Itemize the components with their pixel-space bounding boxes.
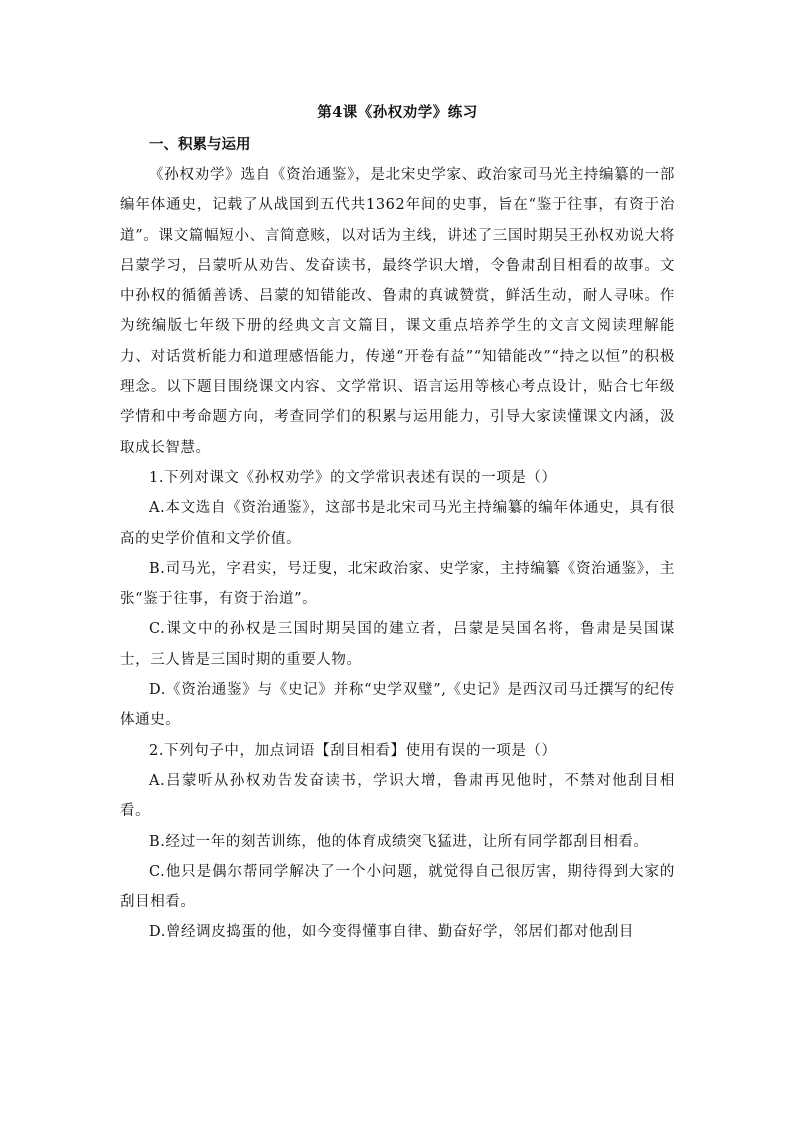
intro-paragraph: 《孙权劝学》选自《资治通鉴》，是北宋史学家、政治家司马光主持编纂的一部编年体通史，记载了从战国到五代共1362年间的史事，旨在“鉴于往事，有资于治道”。课文篇幅短小、言简意赅，以对话为主线，讲述了三国时期吴王孙权劝说大将吕蒙学习，吕蒙听从劝告、发奋读书，最终学识大增，令鲁肃刮目相看的故事。文中孙权的循循善诱、吕蒙的知错能改、鲁肃的真诚赞赏，鲜活生动，耐人寻味。作为统编版七年级下册的经典文言文篇目，课文重点培养学生的文言文阅读理解能力、对话赏析能力和道理感悟能力，传递“开卷有益”“知错能改”“持之以恒”的积极理念。以下题目围绕课文内容、文学常识、语言运用等核心考点设计，贴合七年级学情和中考命题方向，考查同学们的积累与运用能力，引导大家读懂课文内涵，汲取成长智慧。	[120, 167, 675, 456]
option-d: D.《资治通鉴》与《史记》并称“史学双璧”,《史记》是西汉司马迁撰写的纪传体通史。	[120, 682, 675, 729]
section-heading: 一、积累与运用	[149, 136, 251, 153]
question-stem: 1.下列对课文《孙权劝学》的文学常识表述有误的一项是（）	[149, 469, 557, 486]
document-page	[120, 96, 675, 948]
option-d: D.曾经调皮捣蛋的他，如今变得懂事自律、勤奋好学，邻居们都对他刮目	[149, 924, 635, 941]
option-a: A.本文选自《资治通鉴》，这部书是北宋司马光主持编纂的编年体通史，具有很高的史学价值和文学价值。	[120, 500, 675, 547]
page-title: 第4课《孙权劝学》练习	[317, 104, 478, 121]
question-2	[120, 736, 675, 948]
question-1	[120, 463, 675, 736]
option-b: B.经过一年的刻苦训练，他的体育成绩突飞猛进，让所有同学都刮目相看。	[149, 833, 649, 850]
option-c: C.课文中的孙权是三国时期吴国的建立者，吕蒙是吴国名将，鲁肃是吴国谋士，三人皆是三国时期的重要人物。	[120, 621, 675, 668]
option-a: A.吕蒙听从孙权劝告发奋读书，学识大增，鲁肃再见他时，不禁对他刮目相看。	[120, 772, 675, 820]
question-stem: 2.下列句子中，加点词语【刮目相看】使用有误的一项是（）	[149, 742, 557, 759]
option-c: C.他只是偶尔帮同学解决了一个小问题，就觉得自己很厉害，期待得到大家的刮目相看。	[120, 863, 675, 911]
option-b: B.司马光，字君实，号迂叟，北宋政治家、史学家，主持编纂《资治通鉴》，主张“鉴于往事，有资于治道”。	[120, 560, 675, 608]
